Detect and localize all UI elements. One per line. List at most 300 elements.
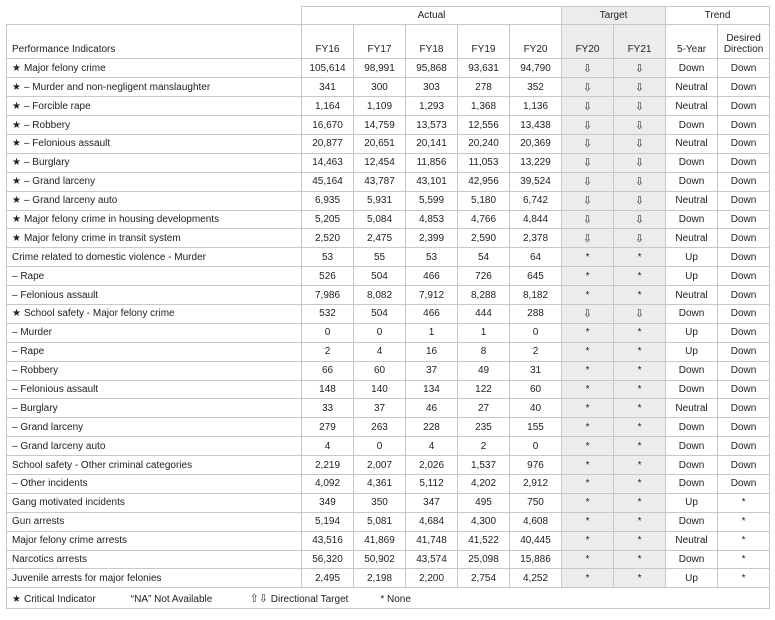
target-down-arrow-icon: ⇩ <box>562 97 614 116</box>
actual-value-cell: 2,520 <box>302 229 354 248</box>
actual-value-cell: 11,053 <box>458 153 510 172</box>
indicator-label-cell <box>7 512 302 531</box>
star-icon: ★ <box>12 213 21 225</box>
indicator-label: Major felony crime arrests <box>12 535 128 547</box>
actual-value-cell: 1,537 <box>458 456 510 475</box>
indicator-label: – Robbery <box>23 119 71 131</box>
actual-value-cell: 60 <box>354 361 406 380</box>
actual-value-cell: 0 <box>510 323 562 342</box>
indicator-label: School safety - Major felony crime <box>23 308 175 320</box>
desired-direction-cell: Down <box>718 323 770 342</box>
actual-value-cell: 466 <box>406 304 458 323</box>
target-value-cell: * <box>562 267 614 286</box>
actual-value-cell: 4 <box>354 342 406 361</box>
indicator-label: School safety - Other criminal categories <box>12 459 193 471</box>
actual-value-cell: 4,608 <box>510 512 562 531</box>
actual-value-cell: 2,590 <box>458 229 510 248</box>
desired-direction-cell: * <box>718 493 770 512</box>
star-icon: ★ <box>12 593 21 605</box>
target-value-cell: * <box>562 569 614 588</box>
actual-value-cell: 27 <box>458 399 510 418</box>
target-value-cell: * <box>562 399 614 418</box>
trend-5year-cell: Down <box>666 59 718 78</box>
indicator-label: – Grand larceny auto <box>12 440 106 452</box>
trend-5year-cell: Neutral <box>666 399 718 418</box>
target-value-cell: * <box>562 493 614 512</box>
indicator-label: – Felonious assault <box>12 383 99 395</box>
table-row <box>7 134 770 153</box>
actual-value-cell: 532 <box>302 304 354 323</box>
indicator-label: – Murder and non-negligent manslaughter <box>23 81 211 93</box>
actual-value-cell: 46 <box>406 399 458 418</box>
trend-5year-cell: Down <box>666 116 718 135</box>
actual-value-cell: 466 <box>406 267 458 286</box>
actual-year-header: FY20 <box>510 25 562 59</box>
target-down-arrow-icon: ⇩ <box>562 59 614 78</box>
actual-value-cell: 20,877 <box>302 134 354 153</box>
actual-value-cell: 6,935 <box>302 191 354 210</box>
actual-value-cell: 43,516 <box>302 531 354 550</box>
indicator-label: – Grand larceny auto <box>23 195 118 207</box>
indicator-column-header: Performance Indicators <box>7 25 302 59</box>
legend-row <box>7 588 770 609</box>
target-value-cell: * <box>614 267 666 286</box>
table-row <box>7 59 770 78</box>
actual-value-cell: 39,524 <box>510 172 562 191</box>
indicator-label-cell <box>7 210 302 229</box>
table-row <box>7 437 770 456</box>
target-value-cell: * <box>562 474 614 493</box>
star-icon: ★ <box>12 119 21 131</box>
target-down-arrow-icon: ⇩ <box>614 116 666 135</box>
target-down-arrow-icon: ⇩ <box>562 229 614 248</box>
actual-value-cell: 16,670 <box>302 116 354 135</box>
table-row <box>7 304 770 323</box>
target-value-cell: * <box>562 437 614 456</box>
desired-direction-cell: Down <box>718 134 770 153</box>
table-row <box>7 474 770 493</box>
actual-value-cell: 4,092 <box>302 474 354 493</box>
actual-value-cell: 2,007 <box>354 456 406 475</box>
table-row <box>7 229 770 248</box>
actual-value-cell: 4,684 <box>406 512 458 531</box>
indicator-label: Gun arrests <box>12 516 65 528</box>
target-value-cell: * <box>614 437 666 456</box>
actual-value-cell: 42,956 <box>458 172 510 191</box>
actual-value-cell: 55 <box>354 248 406 267</box>
actual-value-cell: 13,438 <box>510 116 562 135</box>
actual-value-cell: 2 <box>458 437 510 456</box>
actual-value-cell: 53 <box>406 248 458 267</box>
desired-direction-cell: Down <box>718 116 770 135</box>
actual-year-header: FY17 <box>354 25 406 59</box>
target-down-arrow-icon: ⇩ <box>614 153 666 172</box>
actual-value-cell: 43,787 <box>354 172 406 191</box>
desired-direction-cell: Down <box>718 172 770 191</box>
desired-direction-cell: Down <box>718 437 770 456</box>
indicator-label: – Forcible rape <box>23 100 91 112</box>
indicator-label: Narcotics arrests <box>12 553 88 565</box>
table-row <box>7 493 770 512</box>
actual-value-cell: 45,164 <box>302 172 354 191</box>
indicator-label-cell <box>7 531 302 550</box>
target-down-arrow-icon: ⇩ <box>614 172 666 191</box>
actual-value-cell: 20,240 <box>458 134 510 153</box>
table-row <box>7 78 770 97</box>
trend-5year-cell: Neutral <box>666 531 718 550</box>
actual-value-cell: 5,194 <box>302 512 354 531</box>
actual-value-cell: 2 <box>510 342 562 361</box>
trend-5year-cell: Down <box>666 512 718 531</box>
actual-value-cell: 2,198 <box>354 569 406 588</box>
table-row <box>7 210 770 229</box>
actual-value-cell: 5,081 <box>354 512 406 531</box>
table-row <box>7 418 770 437</box>
indicator-label-cell <box>7 456 302 475</box>
actual-value-cell: 14,463 <box>302 153 354 172</box>
actual-value-cell: 20,369 <box>510 134 562 153</box>
table-row <box>7 531 770 550</box>
indicator-label: – Murder <box>12 327 53 339</box>
indicator-label-cell <box>7 304 302 323</box>
actual-year-header: FY18 <box>406 25 458 59</box>
actual-value-cell: 11,856 <box>406 153 458 172</box>
actual-value-cell: 134 <box>406 380 458 399</box>
actual-value-cell: 1,109 <box>354 97 406 116</box>
target-value-cell: * <box>562 531 614 550</box>
target-value-cell: * <box>614 248 666 267</box>
trend-5year-cell: Down <box>666 210 718 229</box>
indicator-label-cell <box>7 569 302 588</box>
desired-direction-cell: * <box>718 550 770 569</box>
actual-value-cell: 2,399 <box>406 229 458 248</box>
actual-value-cell: 352 <box>510 78 562 97</box>
actual-value-cell: 20,141 <box>406 134 458 153</box>
actual-value-cell: 750 <box>510 493 562 512</box>
trend-5year-cell: Down <box>666 550 718 569</box>
actual-value-cell: 40,445 <box>510 531 562 550</box>
target-down-arrow-icon: ⇩ <box>562 210 614 229</box>
table-row <box>7 286 770 305</box>
actual-value-cell: 14,759 <box>354 116 406 135</box>
actual-value-cell: 2,495 <box>302 569 354 588</box>
trend-5year-cell: Down <box>666 456 718 475</box>
actual-value-cell: 235 <box>458 418 510 437</box>
target-down-arrow-icon: ⇩ <box>614 210 666 229</box>
actual-value-cell: 1,368 <box>458 97 510 116</box>
actual-value-cell: 263 <box>354 418 406 437</box>
indicator-label-cell <box>7 286 302 305</box>
legend-none-text: * None <box>380 593 411 605</box>
target-value-cell: * <box>614 418 666 437</box>
group-actual-header: Actual <box>302 7 562 25</box>
actual-value-cell: 279 <box>302 418 354 437</box>
group-header-row <box>7 7 770 25</box>
indicator-label-cell <box>7 229 302 248</box>
table-row <box>7 153 770 172</box>
desired-direction-cell: Down <box>718 380 770 399</box>
actual-value-cell: 4,766 <box>458 210 510 229</box>
indicator-label: – Rape <box>12 346 45 358</box>
actual-value-cell: 40 <box>510 399 562 418</box>
actual-value-cell: 726 <box>458 267 510 286</box>
legend-critical <box>12 594 128 605</box>
star-icon: ★ <box>12 81 21 93</box>
actual-value-cell: 94,790 <box>510 59 562 78</box>
table-row <box>7 361 770 380</box>
desired-direction-cell: * <box>718 531 770 550</box>
target-value-cell: * <box>562 286 614 305</box>
desired-direction-cell: Down <box>718 418 770 437</box>
star-icon: ★ <box>12 138 21 150</box>
target-value-cell: * <box>614 361 666 380</box>
desired-direction-cell: Down <box>718 59 770 78</box>
actual-value-cell: 1,293 <box>406 97 458 116</box>
actual-value-cell: 0 <box>354 323 406 342</box>
actual-value-cell: 54 <box>458 248 510 267</box>
up-down-arrow-icon: ⇧⇩ <box>249 592 268 605</box>
trend-5year-cell: Neutral <box>666 191 718 210</box>
trend-5year-cell: Down <box>666 474 718 493</box>
desired-direction-cell: Down <box>718 456 770 475</box>
star-icon: ★ <box>12 176 21 188</box>
star-icon: ★ <box>12 100 21 112</box>
actual-value-cell: 0 <box>302 323 354 342</box>
indicator-label-cell <box>7 437 302 456</box>
desired-direction-cell: Down <box>718 361 770 380</box>
target-value-cell: * <box>614 342 666 361</box>
actual-value-cell: 4,361 <box>354 474 406 493</box>
indicator-label-cell <box>7 550 302 569</box>
table-row <box>7 342 770 361</box>
actual-year-header: FY16 <box>302 25 354 59</box>
table-row <box>7 512 770 531</box>
performance-table-container <box>6 6 769 609</box>
trend-5year-cell: Up <box>666 493 718 512</box>
actual-value-cell: 60 <box>510 380 562 399</box>
actual-value-cell: 504 <box>354 304 406 323</box>
actual-value-cell: 43,574 <box>406 550 458 569</box>
actual-value-cell: 13,229 <box>510 153 562 172</box>
desired-direction-cell: Down <box>718 474 770 493</box>
actual-value-cell: 278 <box>458 78 510 97</box>
target-down-arrow-icon: ⇩ <box>562 191 614 210</box>
target-value-cell: * <box>614 323 666 342</box>
actual-value-cell: 41,869 <box>354 531 406 550</box>
actual-value-cell: 2,219 <box>302 456 354 475</box>
actual-value-cell: 16 <box>406 342 458 361</box>
indicator-label-cell <box>7 474 302 493</box>
actual-value-cell: 155 <box>510 418 562 437</box>
target-value-cell: * <box>562 456 614 475</box>
trend-5year-cell: Down <box>666 153 718 172</box>
trend-5year-cell: Neutral <box>666 229 718 248</box>
actual-value-cell: 53 <box>302 248 354 267</box>
target-down-arrow-icon: ⇩ <box>614 229 666 248</box>
target-value-cell: * <box>562 323 614 342</box>
trend-5year-cell: Down <box>666 418 718 437</box>
indicator-label: Crime related to domestic violence - Murder <box>12 251 206 263</box>
target-down-arrow-icon: ⇩ <box>614 134 666 153</box>
target-value-cell: * <box>562 380 614 399</box>
actual-value-cell: 4,300 <box>458 512 510 531</box>
trend-5year-cell: Up <box>666 248 718 267</box>
actual-value-cell: 4,853 <box>406 210 458 229</box>
indicator-label: – Burglary <box>23 157 70 169</box>
actual-value-cell: 645 <box>510 267 562 286</box>
actual-value-cell: 2 <box>302 342 354 361</box>
actual-value-cell: 4,252 <box>510 569 562 588</box>
table-row <box>7 550 770 569</box>
actual-value-cell: 66 <box>302 361 354 380</box>
indicator-label: Major felony crime <box>23 62 106 74</box>
actual-value-cell: 350 <box>354 493 406 512</box>
actual-value-cell: 526 <box>302 267 354 286</box>
legend-cell <box>7 588 770 609</box>
trend-5year-header: 5-Year <box>666 25 718 59</box>
target-down-arrow-icon: ⇩ <box>614 191 666 210</box>
table-row <box>7 399 770 418</box>
actual-value-cell: 5,599 <box>406 191 458 210</box>
target-value-cell: * <box>614 380 666 399</box>
desired-direction-cell: * <box>718 569 770 588</box>
actual-value-cell: 300 <box>354 78 406 97</box>
target-value-cell: * <box>614 474 666 493</box>
star-icon: ★ <box>12 232 21 244</box>
target-year-header: FY21 <box>614 25 666 59</box>
indicator-label: – Felonious assault <box>12 289 99 301</box>
column-header-row <box>7 25 770 59</box>
target-value-cell: * <box>614 569 666 588</box>
actual-value-cell: 12,454 <box>354 153 406 172</box>
table-row <box>7 323 770 342</box>
group-trend-header: Trend <box>666 7 770 25</box>
actual-value-cell: 2,026 <box>406 456 458 475</box>
table-row <box>7 456 770 475</box>
actual-value-cell: 2,912 <box>510 474 562 493</box>
indicator-label-cell <box>7 172 302 191</box>
actual-value-cell: 5,205 <box>302 210 354 229</box>
target-value-cell: * <box>614 493 666 512</box>
actual-value-cell: 140 <box>354 380 406 399</box>
trend-5year-cell: Neutral <box>666 78 718 97</box>
table-row <box>7 97 770 116</box>
actual-value-cell: 8 <box>458 342 510 361</box>
actual-value-cell: 8,288 <box>458 286 510 305</box>
target-down-arrow-icon: ⇩ <box>562 304 614 323</box>
table-body <box>7 59 770 588</box>
actual-value-cell: 43,101 <box>406 172 458 191</box>
actual-value-cell: 1,136 <box>510 97 562 116</box>
actual-value-cell: 1 <box>406 323 458 342</box>
target-down-arrow-icon: ⇩ <box>562 153 614 172</box>
indicator-label: Major felony crime in housing developments <box>23 213 220 225</box>
desired-direction-cell: Down <box>718 399 770 418</box>
actual-value-cell: 0 <box>510 437 562 456</box>
indicator-label: Major felony crime in transit system <box>23 232 181 244</box>
trend-5year-cell: Down <box>666 361 718 380</box>
actual-value-cell: 105,614 <box>302 59 354 78</box>
actual-value-cell: 148 <box>302 380 354 399</box>
desired-direction-line2: Direction <box>723 44 764 56</box>
indicator-label: – Other incidents <box>12 478 88 490</box>
performance-indicators-table <box>6 6 770 609</box>
star-icon: ★ <box>12 308 21 320</box>
target-value-cell: * <box>562 512 614 531</box>
target-down-arrow-icon: ⇩ <box>614 78 666 97</box>
target-value-cell: * <box>562 418 614 437</box>
indicator-label-cell <box>7 267 302 286</box>
target-value-cell: * <box>614 286 666 305</box>
actual-value-cell: 288 <box>510 304 562 323</box>
actual-value-cell: 504 <box>354 267 406 286</box>
trend-5year-cell: Up <box>666 342 718 361</box>
actual-value-cell: 8,182 <box>510 286 562 305</box>
actual-value-cell: 2,475 <box>354 229 406 248</box>
actual-value-cell: 7,986 <box>302 286 354 305</box>
indicator-label: – Felonious assault <box>23 138 111 150</box>
trend-5year-cell: Neutral <box>666 286 718 305</box>
indicator-label: – Grand larceny <box>23 176 96 188</box>
actual-value-cell: 93,631 <box>458 59 510 78</box>
indicator-label-cell <box>7 97 302 116</box>
desired-direction-cell: * <box>718 512 770 531</box>
desired-direction-cell: Down <box>718 191 770 210</box>
indicator-label-cell <box>7 191 302 210</box>
actual-value-cell: 2,754 <box>458 569 510 588</box>
trend-5year-cell: Up <box>666 323 718 342</box>
target-down-arrow-icon: ⇩ <box>614 304 666 323</box>
indicator-label-cell <box>7 418 302 437</box>
target-year-header: FY20 <box>562 25 614 59</box>
desired-direction-cell: Down <box>718 248 770 267</box>
actual-value-cell: 2,378 <box>510 229 562 248</box>
trend-5year-cell: Up <box>666 267 718 286</box>
actual-value-cell: 349 <box>302 493 354 512</box>
actual-value-cell: 7,912 <box>406 286 458 305</box>
indicator-label-cell <box>7 134 302 153</box>
desired-direction-cell: Down <box>718 342 770 361</box>
actual-value-cell: 64 <box>510 248 562 267</box>
target-down-arrow-icon: ⇩ <box>614 97 666 116</box>
table-row <box>7 267 770 286</box>
desired-direction-header <box>718 25 770 59</box>
actual-value-cell: 1,164 <box>302 97 354 116</box>
actual-value-cell: 20,651 <box>354 134 406 153</box>
trend-5year-cell: Down <box>666 437 718 456</box>
desired-direction-cell: Down <box>718 304 770 323</box>
actual-value-cell: 31 <box>510 361 562 380</box>
actual-value-cell: 49 <box>458 361 510 380</box>
indicator-label-cell <box>7 342 302 361</box>
trend-5year-cell: Down <box>666 380 718 399</box>
actual-value-cell: 122 <box>458 380 510 399</box>
target-down-arrow-icon: ⇩ <box>614 59 666 78</box>
target-down-arrow-icon: ⇩ <box>562 172 614 191</box>
desired-direction-cell: Down <box>718 97 770 116</box>
indicator-label: – Robbery <box>12 365 59 377</box>
actual-value-cell: 41,522 <box>458 531 510 550</box>
actual-value-cell: 50,902 <box>354 550 406 569</box>
indicator-label: Gang motivated incidents <box>12 497 125 509</box>
actual-value-cell: 5,084 <box>354 210 406 229</box>
indicator-label-cell <box>7 399 302 418</box>
actual-year-header: FY19 <box>458 25 510 59</box>
actual-value-cell: 2,200 <box>406 569 458 588</box>
actual-value-cell: 95,868 <box>406 59 458 78</box>
trend-5year-cell: Down <box>666 304 718 323</box>
indicator-label-cell <box>7 380 302 399</box>
